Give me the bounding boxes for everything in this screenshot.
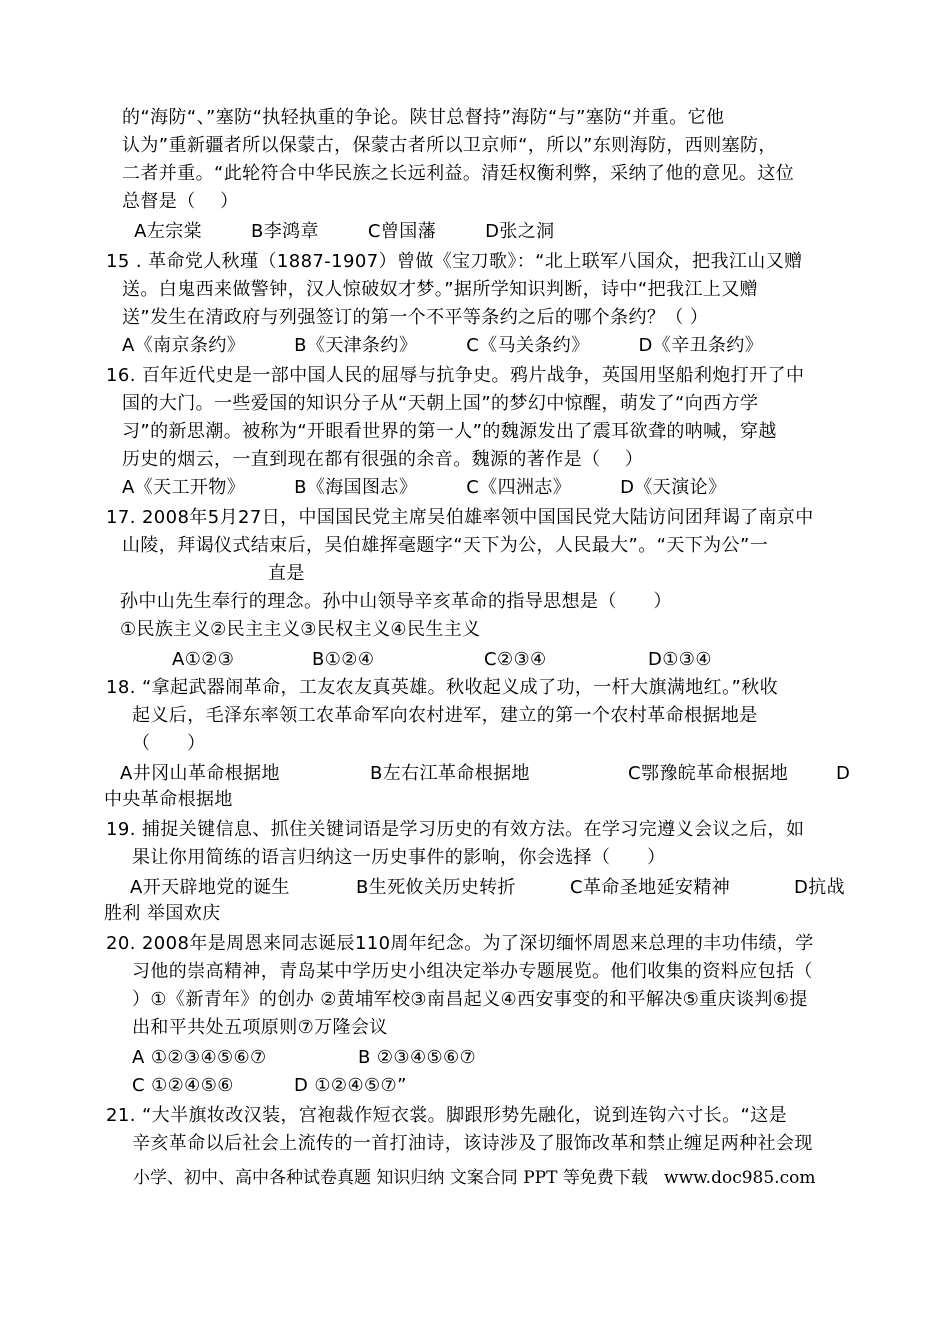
text-line: 认为”重新疆者所以保蒙古，保蒙古者所以卫京师“，所以”东则海防，西则塞防， (122, 135, 777, 156)
text-line: D抗战 (794, 877, 846, 898)
text-line: C革命圣地延安精神 (570, 877, 731, 898)
text-line: ①民族主义②民主主义③民权主义④民生主义 (120, 619, 481, 640)
text-line: 辛亥革命以后社会上流传的一首打油诗，该诗涉及了服饰改革和禁止缠足两种社会现 (132, 1133, 813, 1154)
text-line: 出和平共处五项原则⑦万隆会议 (132, 1017, 388, 1038)
text-line: A ①②③④⑤⑥⑦ (132, 1047, 267, 1068)
text-line: 的“海防“、”塞防“执轻执重的争论。陕甘总督持”海防“与”塞防“并重。它他 (122, 107, 725, 128)
text-line: A开天辟地党的诞生 (130, 877, 290, 898)
text-line: 总督是（ ） (122, 191, 239, 212)
text-line: 孙中山先生奉行的理念。孙中山领导辛亥革命的指导思想是（ ） (120, 591, 672, 612)
text-line: 历史的烟云，一直到现在都有很强的余音。魏源的著作是（ ） (122, 449, 644, 470)
text-line: 送”发生在清政府与列强签订的第一个不平等条约之后的哪个条约？（ ） (122, 307, 709, 328)
text-line: 山陵，拜谒仪式结束后，吴伯雄挥毫题字“天下为公，人民最大”。“天下为公”一 (122, 535, 769, 556)
text-line: 习他的崇高精神，青岛某中学历史小组决定举办专题展览。他们收集的资料应包括（ (132, 961, 813, 982)
text-line: 习”的新思潮。被称为“开眼看世界的第一人”的魏源发出了震耳欲聋的呐喊，穿越 (122, 421, 777, 442)
text-line: D①③④ (648, 649, 712, 670)
text-line: 21. “大半旗妆改汉装，宫袍裁作短衣裳。脚跟形势先融化，说到连钩六寸长。“这是 (106, 1105, 787, 1126)
page-footer: 小学、初中、高中各种试卷真题 知识归纳 文案合同 PPT 等免费下载 www.doc985.com (133, 1168, 816, 1188)
text-line: 16. 百年近代史是一部中国人民的屈辱与抗争史。鸦片战争，英国用坚船利炮打开了中 (106, 365, 805, 386)
text-line: （ ） (132, 733, 206, 754)
text-line: 起义后，毛泽东率领工农革命军向农村进军，建立的第一个农村革命根据地是 (132, 705, 758, 726)
text-line: C ①②④⑤⑥ (132, 1075, 234, 1096)
text-line: A①②③ (172, 649, 235, 670)
text-line: D (836, 763, 851, 784)
text-line: 20. 2008年是周恩来同志诞辰110周年纪念。为了深切缅怀周恩来总理的丰功伟绩，学 (106, 933, 814, 954)
text-line: B ②③④⑤⑥⑦ (358, 1047, 477, 1068)
text-line: ）①《新青年》的创办 ②黄埔军校③南昌起义④西安事变的和平解决⑤重庆谈判⑥提 (132, 989, 808, 1010)
text-line: D ①②④⑤⑦” (294, 1075, 407, 1096)
text-line: 19. 捕捉关键信息、抓住关键词语是学习历史的有效方法。在学习完遵义会议之后，如 (106, 819, 805, 840)
text-line: 送。白鬼西来做警钟，汉人惊破奴才梦。”据所学知识判断，诗中“把我江上又赠 (122, 279, 759, 300)
text-line: 果让你用简练的语言归纳这一历史事件的影响，你会选择（ ） (132, 847, 666, 868)
text-line: A《天工开物》 B《海国图志》 C《四洲志》 D《天演论》 (122, 477, 727, 498)
text-line: A左宗棠 B李鸿章 C曾国藩 D张之洞 (128, 221, 555, 242)
text-line: C②③④ (484, 649, 547, 670)
text-line: B①②④ (312, 649, 375, 670)
text-line: C鄂豫皖革命根据地 (628, 763, 789, 784)
text-line: 国的大门。一些爱国的知识分子从“天朝上国”的梦幻中惊醒，萌发了“向西方学 (122, 393, 759, 414)
text-line: B左右江革命根据地 (370, 763, 530, 784)
text-line: 18. “拿起武器闹革命，工友农友真英雄。秋收起义成了功，一杆大旗满地红。”秋收 (106, 677, 778, 698)
text-line: 直是 (268, 563, 305, 584)
text-line: 胜利 举国欢庆 (104, 903, 221, 924)
text-line: 中央革命根据地 (104, 789, 233, 810)
text-line: B生死攸关历史转折 (356, 877, 516, 898)
text-line: A《南京条约》 B《天津条约》 C《马关条约》 D《辛丑条约》 (122, 335, 764, 356)
text-line: 二者并重。“此轮符合中华民族之长远利益。清廷权衡利弊，采纳了他的意见。这位 (122, 163, 795, 184)
text-line: A井冈山革命根据地 (120, 763, 280, 784)
text-line: 15 . 革命党人秋瑾（1887-1907）曾做《宝刀歌》：“北上联军八国众，把我江山又赠 (106, 251, 803, 272)
text-line: 17. 2008年5月27日，中国国民党主席吴伯雄率领中国国民党大陆访问团拜谒了南京中 (106, 507, 814, 528)
